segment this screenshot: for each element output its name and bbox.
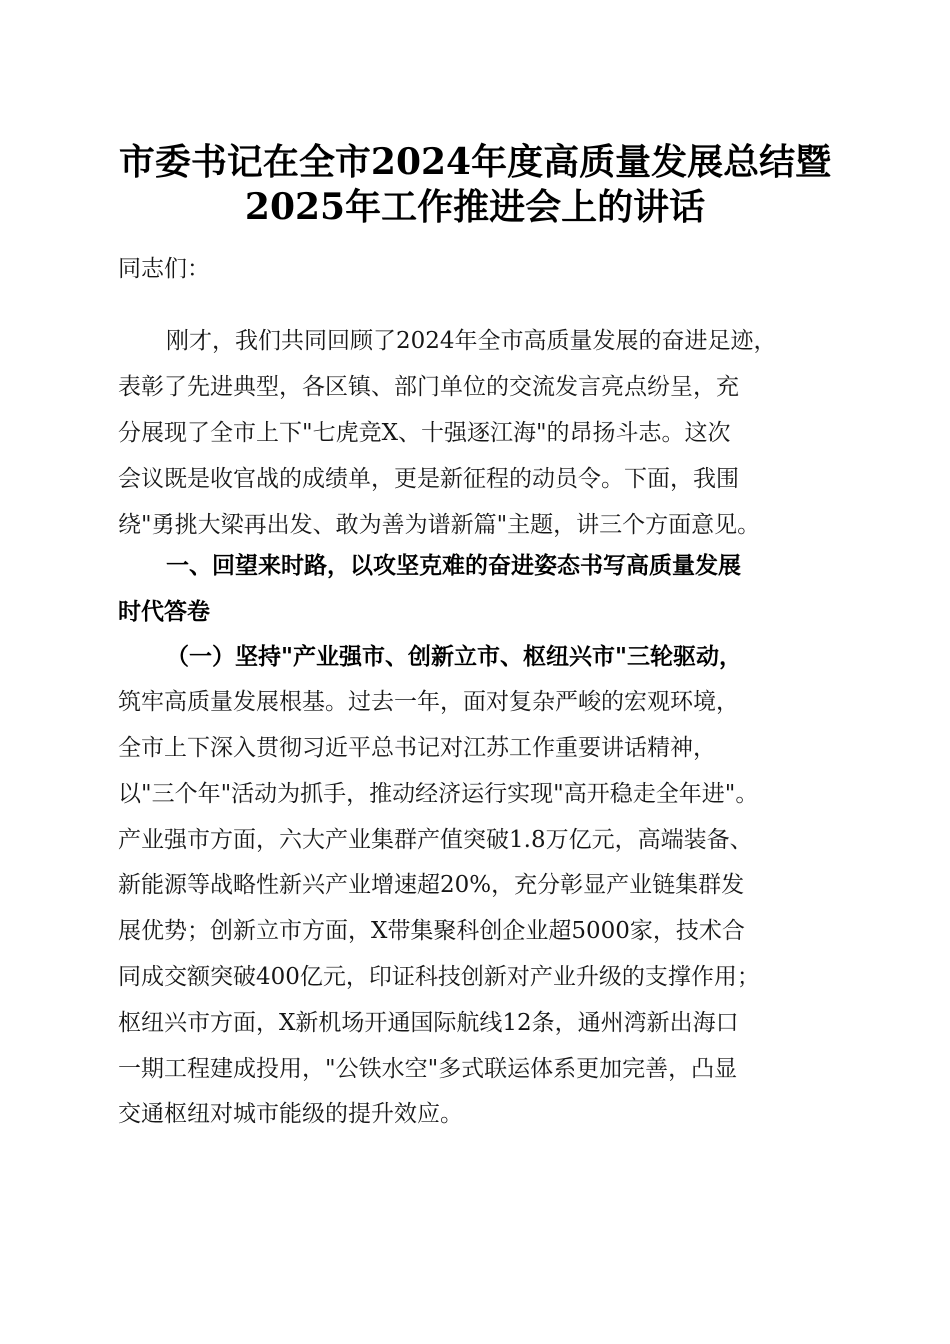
body-line: 新能源等战略性新兴产业增速超20%，充分彰显产业链集群发 [118, 872, 745, 898]
body-line: 筑牢高质量发展根基。过去一年，面对复杂严峻的宏观环境， [118, 689, 739, 715]
body-line: 产业强市方面，六大产业集群产值突破1.8万亿元，高端装备、 [118, 827, 753, 853]
body-line: 展优势；创新立市方面，X带集聚科创企业超5000家，技术合 [118, 918, 745, 944]
body-line: 以"三个年"活动为抓手，推动经济运行实现"高开稳走全年进"。 [118, 781, 759, 807]
body-line: 交通枢纽对城市能级的提升效应。 [118, 1101, 463, 1127]
body-line: 一期工程建成投用，"公铁水空"多式联运体系更加完善，凸显 [118, 1056, 738, 1082]
intro-line: 刚才，我们共同回顾了2024年全市高质量发展的奋进足迹， [166, 328, 777, 354]
subsection-heading: （一）坚持"产业强市、创新立市、枢纽兴市"三轮驱动， [166, 643, 742, 670]
body-line: 枢纽兴市方面，X新机场开通国际航线12条，通州湾新出海口 [118, 1010, 739, 1036]
section-heading-line: 一、回望来时路，以攻坚克难的奋进姿态书写高质量发展 [166, 553, 741, 579]
document-title-line-1: 市委书记在全市2024年度高质量发展总结暨 [118, 141, 832, 183]
body-line: 全市上下深入贯彻习近平总书记对江苏工作重要讲话精神， [118, 735, 716, 761]
body-line: 同成交额突破400亿元，印证科技创新对产业升级的支撑作用； [118, 964, 760, 990]
intro-line: 表彰了先进典型，各区镇、部门单位的交流发言亮点纷呈，充 [118, 374, 739, 400]
intro-line: 绕"勇挑大梁再出发、敢为善为谱新篇"主题，讲三个方面意见。 [118, 512, 761, 538]
intro-line: 分展现了全市上下"七虎竞X、十强逐江海"的昂扬斗志。这次 [118, 420, 731, 446]
salutation: 同志们： [118, 256, 210, 282]
document-title-line-2: 2025年工作推进会上的讲话 [244, 186, 706, 228]
intro-line: 会议既是收官战的成绩单，更是新征程的动员令。下面，我围 [118, 466, 739, 492]
section-heading-line: 时代答卷 [118, 599, 210, 625]
